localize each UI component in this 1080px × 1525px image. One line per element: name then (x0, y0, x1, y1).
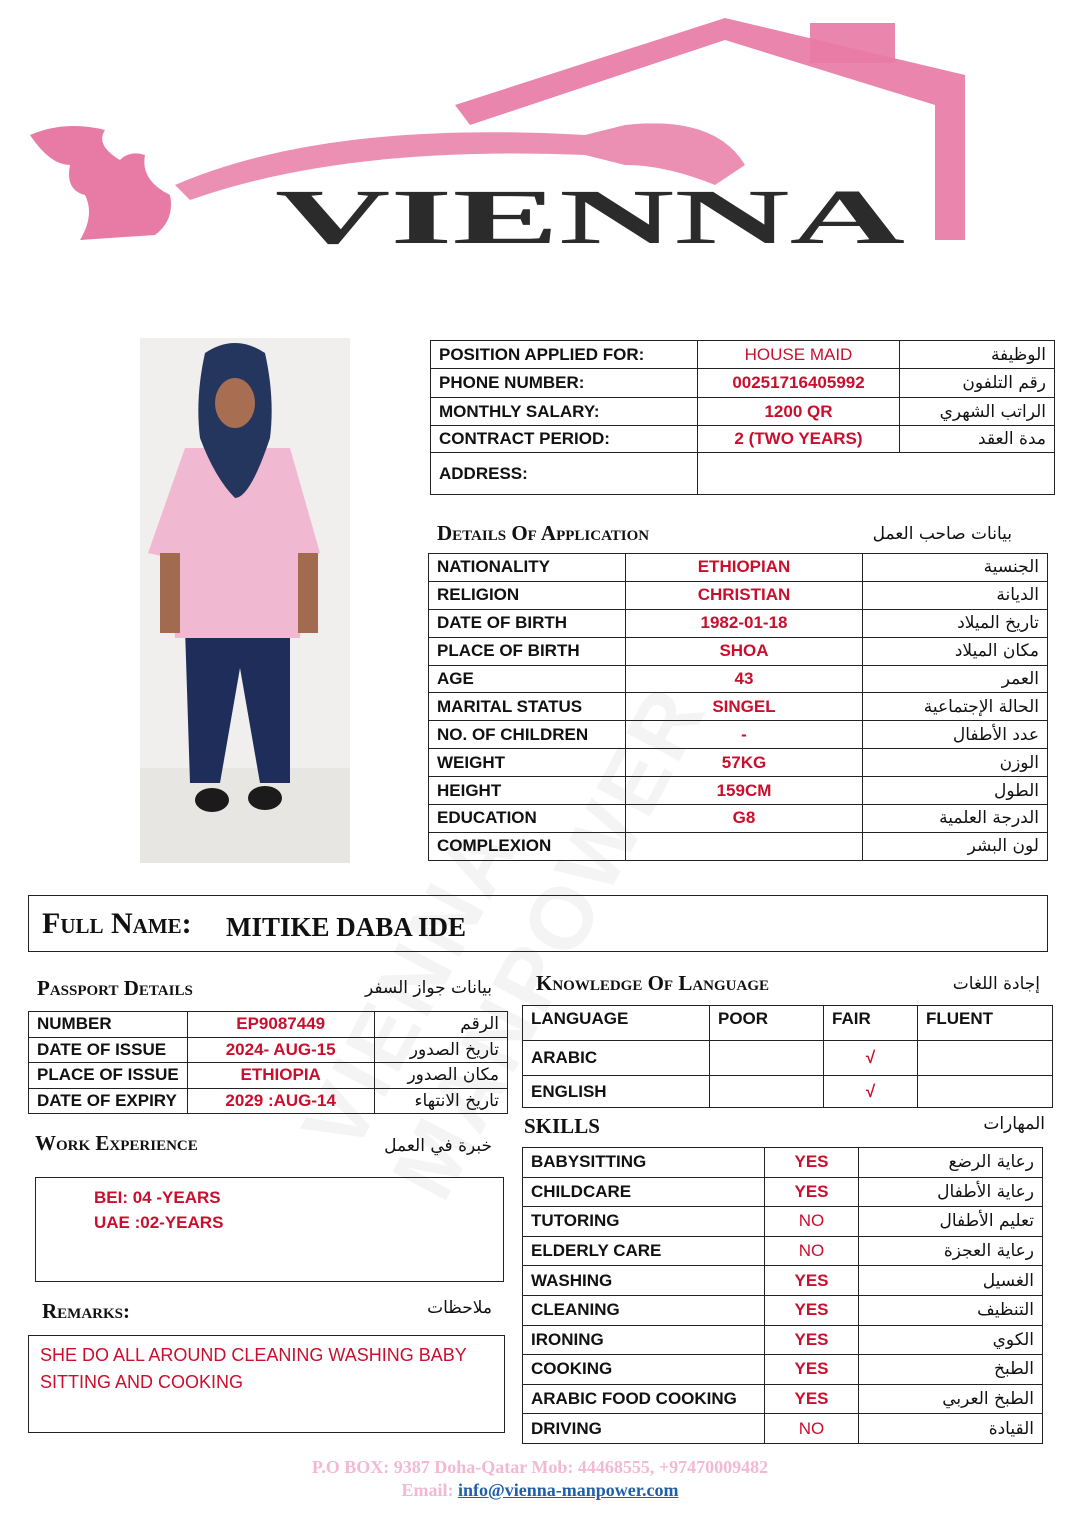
contract-label: CONTRACT PERIOD: (431, 426, 698, 453)
contract-value: 2 (TWO YEARS) (698, 426, 900, 453)
row-value: NO (765, 1207, 859, 1237)
row-label: DATE OF ISSUE (29, 1037, 188, 1063)
row-label: WASHING (523, 1266, 765, 1296)
passport-title-ar: بيانات جواز السفر (364, 978, 492, 998)
language-header: POOR (710, 1006, 824, 1041)
row-label-ar: القيادة (859, 1414, 1043, 1444)
passport-title: Passport Details (37, 976, 193, 1000)
language-title: Knowledge Of Language (536, 971, 770, 995)
phone-label-ar: رقم التلفون (900, 369, 1055, 398)
row-label-ar: تعليم الأطفال (859, 1207, 1043, 1237)
details-table (428, 553, 1048, 861)
language-header: LANGUAGE (523, 1006, 710, 1041)
language-poor (710, 1076, 824, 1108)
row-value: YES (765, 1148, 859, 1178)
position-value: HOUSE MAID (698, 341, 900, 369)
table-row (29, 1063, 508, 1089)
remarks-title: Remarks: (42, 1299, 130, 1323)
row-label: NATIONALITY (429, 554, 626, 582)
full-name-box (28, 895, 1048, 952)
passport-table (28, 1011, 508, 1114)
contract-label-ar: مدة العقد (900, 426, 1055, 453)
row-label-ar: الجنسية (863, 554, 1048, 582)
table-row (431, 369, 1055, 398)
row-label-ar: الوزن (863, 749, 1048, 777)
row-label-ar: الحالة الإجتماعية (863, 693, 1048, 721)
row-label-ar: الطول (863, 777, 1048, 805)
footer-address: P.O BOX: 9387 Doha-Qatar Mob: 44468555, +97470009482 (311, 1457, 769, 1477)
row-label-ar: لون البشر (863, 832, 1048, 860)
row-value: - (626, 721, 863, 749)
table-row (29, 1088, 508, 1114)
row-value: SHOA (626, 637, 863, 665)
row-label: DRIVING (523, 1414, 765, 1444)
remarks-line: SITTING AND COOKING (40, 1372, 244, 1392)
row-label-ar: الكوي (859, 1325, 1043, 1355)
row-value: G8 (626, 805, 863, 833)
row-label-ar: تاريخ الانتهاء (374, 1088, 507, 1114)
row-value: 2029 :AUG-14 (187, 1088, 374, 1114)
footer-email (0, 1480, 1080, 1501)
salary-value: 1200 QR (698, 398, 900, 426)
row-label-ar: رعاية الأطفال (859, 1177, 1043, 1207)
work-title-ar: خبرة في العمل (384, 1136, 492, 1156)
row-label: COMPLEXION (429, 832, 626, 860)
table-row (429, 665, 1048, 693)
table-row (523, 1414, 1043, 1444)
row-value: CHRISTIAN (626, 581, 863, 609)
table-row (523, 1236, 1043, 1266)
row-label: WEIGHT (429, 749, 626, 777)
full-name-label: Full Name: (42, 907, 192, 940)
table-row (431, 453, 1055, 495)
company-logo (25, 15, 975, 265)
language-name: ARABIC (523, 1041, 710, 1076)
position-label: POSITION APPLIED FOR: (431, 341, 698, 369)
row-label-ar: التنظيف (859, 1295, 1043, 1325)
row-label: AGE (429, 665, 626, 693)
table-row (523, 1177, 1043, 1207)
work-box (35, 1177, 504, 1282)
row-label-ar: عدد الأطفال (863, 721, 1048, 749)
row-label: DATE OF BIRTH (429, 609, 626, 637)
salary-label: MONTHLY SALARY: (431, 398, 698, 426)
work-title: Work Experience (35, 1131, 198, 1155)
table-row (431, 426, 1055, 453)
table-row (429, 554, 1048, 582)
row-label-ar: العمر (863, 665, 1048, 693)
row-label-ar: الغسيل (859, 1266, 1043, 1296)
language-name: ENGLISH (523, 1076, 710, 1108)
row-value: SINGEL (626, 693, 863, 721)
row-label: PLACE OF BIRTH (429, 637, 626, 665)
language-fair: √ (824, 1076, 918, 1108)
row-value: 2024- AUG-15 (187, 1037, 374, 1063)
language-header: FAIR (824, 1006, 918, 1041)
row-label: ARABIC FOOD COOKING (523, 1384, 765, 1414)
row-value: ETHIOPIAN (626, 554, 863, 582)
table-row (429, 693, 1048, 721)
table-row (429, 805, 1048, 833)
language-fair: √ (824, 1041, 918, 1076)
table-row (429, 609, 1048, 637)
row-value: YES (765, 1355, 859, 1385)
details-title-ar: بيانات صاحب العمل (872, 524, 1012, 544)
table-row (429, 581, 1048, 609)
table-row (29, 1037, 508, 1063)
table-row (429, 721, 1048, 749)
table-row (429, 637, 1048, 665)
row-value: EP9087449 (187, 1012, 374, 1038)
position-label-ar: الوظيفة (900, 341, 1055, 369)
work-line: BEI: 04 -YEARS (94, 1188, 221, 1207)
table-row (431, 341, 1055, 369)
row-value: 159CM (626, 777, 863, 805)
row-label: RELIGION (429, 581, 626, 609)
row-value: 43 (626, 665, 863, 693)
row-label-ar: تاريخ الصدور (374, 1037, 507, 1063)
position-table (430, 340, 1055, 495)
row-label-ar: مكان الميلاد (863, 637, 1048, 665)
language-title-ar: إجادة اللغات (952, 974, 1040, 994)
table-row (429, 777, 1048, 805)
row-value: YES (765, 1177, 859, 1207)
table-row (523, 1076, 1053, 1108)
table-row (523, 1266, 1043, 1296)
row-label: COOKING (523, 1355, 765, 1385)
language-poor (710, 1041, 824, 1076)
row-label: IRONING (523, 1325, 765, 1355)
language-fluent (918, 1076, 1053, 1108)
row-value: 1982-01-18 (626, 609, 863, 637)
table-row (29, 1012, 508, 1038)
candidate-photo (140, 338, 350, 863)
table-row (523, 1325, 1043, 1355)
skills-table (522, 1147, 1043, 1444)
table-row (523, 1041, 1053, 1076)
email-link[interactable]: info@vienna-manpower.com (457, 1480, 679, 1500)
row-value: ETHIOPIA (187, 1063, 374, 1089)
address-label: ADDRESS: (431, 453, 698, 495)
row-label-ar: رعاية العجزة (859, 1236, 1043, 1266)
row-label: NO. OF CHILDREN (429, 721, 626, 749)
full-name-value: MITIKE DABA IDE (226, 912, 467, 942)
row-label: MARITAL STATUS (429, 693, 626, 721)
table-row (523, 1207, 1043, 1237)
table-row (431, 398, 1055, 426)
row-value: NO (765, 1414, 859, 1444)
row-value: 57KG (626, 749, 863, 777)
phone-value: 00251716405992 (698, 369, 900, 398)
row-label: CLEANING (523, 1295, 765, 1325)
row-label-ar: تاريخ الميلاد (863, 609, 1048, 637)
table-row (523, 1148, 1043, 1178)
row-label: BABYSITTING (523, 1148, 765, 1178)
row-label-ar: الطبخ (859, 1355, 1043, 1385)
table-row (523, 1295, 1043, 1325)
table-row (523, 1384, 1043, 1414)
row-label: NUMBER (29, 1012, 188, 1038)
row-value: YES (765, 1266, 859, 1296)
row-label-ar: الدرجة العلمية (863, 805, 1048, 833)
row-label-ar: الطبخ العربي (859, 1384, 1043, 1414)
row-label: ELDERLY CARE (523, 1236, 765, 1266)
row-label-ar: مكان الصدور (374, 1063, 507, 1089)
row-label: EDUCATION (429, 805, 626, 833)
remarks-title-ar: ملاحظات (427, 1298, 492, 1318)
work-line: UAE :02-YEARS (94, 1213, 224, 1232)
row-label-ar: رعاية الرضع (859, 1148, 1043, 1178)
skills-title: SKILLS (524, 1114, 600, 1138)
phone-label: PHONE NUMBER: (431, 369, 698, 398)
row-label: CHILDCARE (523, 1177, 765, 1207)
details-title: Details Of Application (437, 521, 650, 545)
table-row (523, 1355, 1043, 1385)
remarks-line: SHE DO ALL AROUND CLEANING WASHING BABY (40, 1345, 467, 1365)
row-label-ar: الديانة (863, 581, 1048, 609)
language-header: FLUENT (918, 1006, 1053, 1041)
table-row (429, 832, 1048, 860)
language-table (522, 1005, 1053, 1108)
brand-text: VIENNA (275, 173, 906, 260)
skills-title-ar: المهارات (983, 1114, 1045, 1134)
row-label: DATE OF EXPIRY (29, 1088, 188, 1114)
row-label: PLACE OF ISSUE (29, 1063, 188, 1089)
email-label: Email: (401, 1480, 454, 1500)
salary-label-ar: الراتب الشهري (900, 398, 1055, 426)
row-value: NO (765, 1236, 859, 1266)
row-value: YES (765, 1325, 859, 1355)
row-value: YES (765, 1384, 859, 1414)
row-label-ar: الرقم (374, 1012, 507, 1038)
row-label: TUTORING (523, 1207, 765, 1237)
row-label: HEIGHT (429, 777, 626, 805)
row-value: YES (765, 1295, 859, 1325)
row-value (626, 832, 863, 860)
language-fluent (918, 1041, 1053, 1076)
table-row (429, 749, 1048, 777)
remarks-box (28, 1335, 505, 1433)
table-row (523, 1006, 1053, 1041)
address-value (698, 453, 1055, 495)
